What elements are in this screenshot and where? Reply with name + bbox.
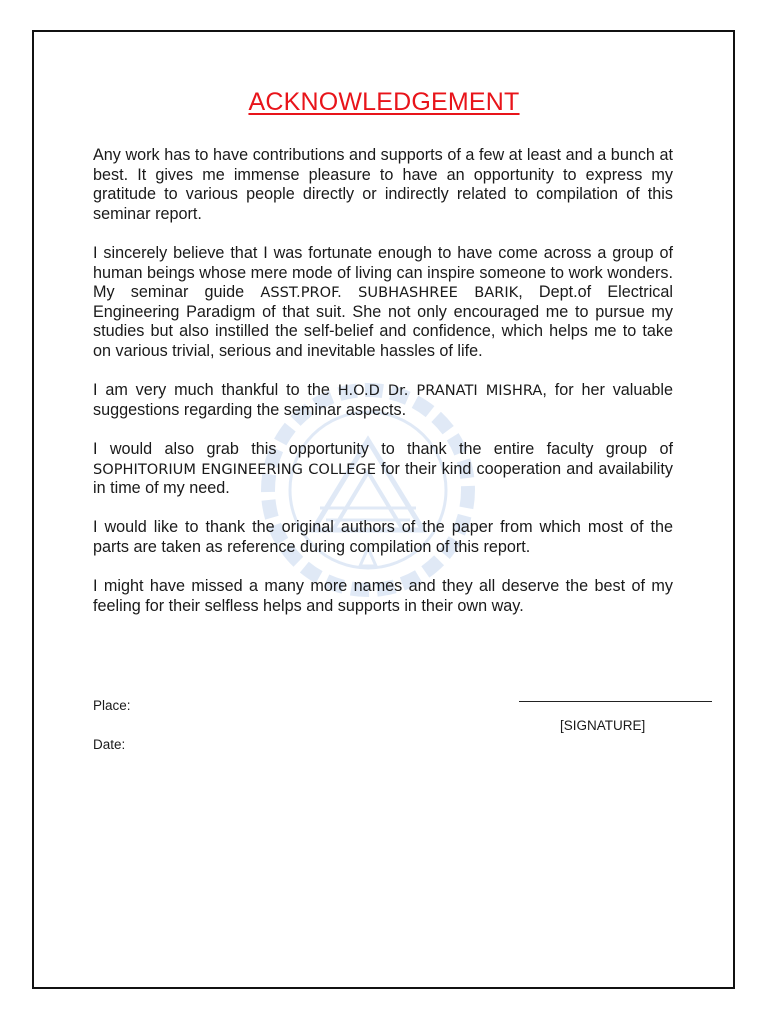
page-title: ACKNOWLEDGEMENT (248, 88, 520, 116)
place-label: Place: (93, 698, 131, 713)
date-label: Date: (93, 737, 126, 752)
paragraph-seminar-guide (93, 244, 673, 362)
paragraph-text: , for her valuable suggestions regarding the seminar aspects. (93, 381, 673, 419)
acknowledgement-body (93, 146, 673, 636)
paragraph-text: I would like to thank the original authors of the paper from which most of the parts are taken as reference during compilation of this report. (93, 518, 673, 556)
hod-name: H.O.D Dr. PRANATI MISHRA (337, 382, 543, 400)
paragraph-text: I would also grab this opportunity to thank the entire faculty group of (93, 439, 673, 458)
guide-name: ASST.PROF. SUBHASHREE BARIK (260, 284, 519, 302)
paragraph-faculty (93, 440, 673, 499)
college-name: SOPHITORIUM ENGINEERING COLLEGE (93, 460, 376, 478)
signature-label: [SIGNATURE] (560, 718, 646, 733)
paragraph-hod (93, 381, 673, 420)
paragraph-text: I might have missed a many more names and they all deserve the best of my feeling for their selfless helps and supports in their own way. (93, 577, 673, 615)
paragraph-contributions (93, 146, 673, 224)
paragraph-text: , Dept.of Electrical Engineering Paradigm of that suit. She not only encouraged me to pursue my studies but also instilled the self-belief and confidence, which helps me to take on various trivial, serious and inevitable hassles of life. (93, 283, 673, 360)
paragraph-closing (93, 577, 673, 616)
paragraph-authors (93, 518, 673, 557)
paragraph-text: I sincerely believe that I was fortunate enough to have come across a group of human beings whose mere mode of living can inspire someone to work wonders. My seminar guide (93, 243, 673, 302)
paragraph-text: I am very much thankful to the (93, 381, 338, 400)
signature-line (519, 701, 712, 702)
paragraph-text: for their kind cooperation and availability in time of my need. (93, 459, 673, 498)
paragraph-text: Any work has to have contributions and supports of a few at least and a bunch at best. It gives me immense pleasure to have an opportunity to express my gratitude to various people directly or indirectly related to compilation of this seminar report. (93, 146, 673, 223)
